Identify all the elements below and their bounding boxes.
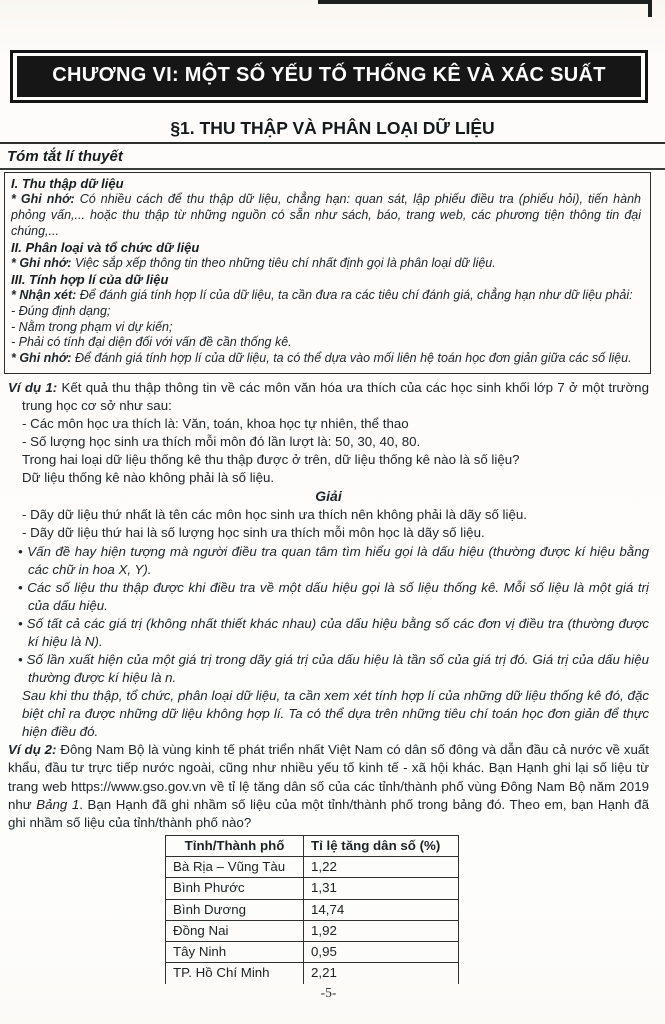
remark-bullet — [8, 651, 649, 687]
solution-item: - Dãy dữ liệu thứ hai là số lượng học sinh ưa thích mỗi môn học là dãy số liệu. — [22, 525, 485, 541]
section-title-rule — [0, 118, 665, 144]
remark-text: Các số liệu thu thập được khi điều tra về một dấu hiệu gọi là số liệu thống kê. Mỗi số liệu là một giá trị của dấu hiệu. — [27, 579, 649, 613]
note-text: Để đánh giá tính hợp lí của dữ liệu, ta cần đưa ra các tiêu chí đánh giá, chẳng hạn như dữ liệu phải: — [79, 288, 633, 303]
rate-cell: 0,95 — [304, 942, 459, 963]
theory-section-1-note — [11, 192, 641, 239]
example-1-intro-text: Kết quả thu thập thông tin về các môn văn hóa ưa thích của các học sinh khối lớp 7 ở một trường trung học cơ sở như sau: — [22, 379, 649, 413]
province-cell: TP. Hồ Chí Minh — [166, 963, 304, 984]
rate-cell: 14,74 — [304, 899, 459, 920]
closing-remark: Sau khi thu thập, tổ chức, phân loại dữ liệu, ta cần xem xét tính hợp lí của những dữ liệu thống kê đó, đặc biệt chỉ ra được những dữ liệu không hợp lí. Ta có thể dựa trên những tiêu chí toán học đơn giản để thực hiện điều đó. — [22, 688, 649, 740]
note-label: * Nhận xét: — [11, 288, 77, 303]
example-1-label: Ví dụ 1: — [8, 379, 58, 395]
example-2-text: Đông Nam Bộ là vùng kinh tế phát triển nhất Việt Nam có dân số đông và dẫn đầu cả nước về xuất khẩu, đầu tư trực tiếp nước ngoài, cũng như nhiều yếu tố kinh tế - xã hội khác. Bạn Hạnh ghi lại số liệu từ trang web https://www.gso.gov.vn về tỉ lệ tăng dân số của các tỉnh/thành phố vùng Đông Nam Bộ năm 2019 như — [8, 742, 649, 812]
table-header-row — [166, 835, 459, 856]
chapter-banner — [10, 50, 648, 103]
bullet-icon: • — [18, 652, 23, 667]
note-text: Có nhiều cách để thu thập dữ liệu, chẳng hạn: quan sát, lập phiếu điều tra (phiếu hỏi), tiến hành phỏng vấn,... hoặc thu thập từ những nguồn có sẵn như sách, báo, trang web, các phương tiện thông tin đại chúng,... — [11, 192, 641, 238]
example-1 — [8, 379, 649, 487]
scan-artifact-top-tick — [648, 0, 652, 17]
page-number: -5- — [320, 984, 337, 1000]
theory-section-2-note — [11, 256, 641, 272]
bullet-icon: • — [18, 615, 23, 631]
solution-block — [8, 506, 649, 542]
bullet-icon: • — [18, 579, 23, 595]
theory-box — [4, 172, 651, 374]
example-1-intro — [8, 379, 649, 415]
note-label: * Ghi nhớ: — [11, 256, 72, 270]
table-row — [166, 963, 459, 984]
theory-section-3-note — [11, 288, 641, 304]
page-body — [8, 379, 649, 1002]
example-1-item: - Các môn học ưa thích là: Văn, toán, khoa học tự nhiên, thể thao — [22, 416, 409, 432]
solution-item: - Dãy dữ liệu thứ nhất là tên các môn học sinh ưa thích nên không phải là dãy số liệu. — [22, 507, 527, 523]
table-row — [166, 899, 459, 920]
example-1-question: Trong hai loại dữ liệu thống kê thu thập được ở trên, dữ liệu thống kê nào là số liệu? — [22, 452, 520, 468]
note-label: * Ghi nhớ: — [11, 192, 75, 207]
note-text: Việc sắp xếp thông tin theo những tiêu chí nhất định gọi là phân loại dữ liệu. — [74, 256, 496, 270]
remark-bullet — [8, 543, 649, 579]
rate-cell: 2,21 — [304, 963, 459, 984]
chapter-title: CHƯƠNG VI: MỘT SỐ YẾU TỐ THỐNG KÊ VÀ XÁC SUẤT — [17, 56, 641, 97]
remark-bullet — [8, 579, 649, 615]
remark-bullet — [8, 615, 649, 651]
example-2-label: Ví dụ 2: — [8, 742, 57, 758]
remark-text: Số lần xuất hiện của một giá trị trong dãy giá trị của dấu hiệu là tần số của giá trị đó. Giá trị của dấu hiệu thường được kí hiệu là n. — [26, 652, 649, 686]
theory-section-3-note-2 — [11, 351, 641, 367]
example-1-question: Dữ liệu thống kê nào không phải là số liệu. — [22, 470, 275, 486]
population-growth-table — [165, 835, 459, 984]
section-title: §1. THU THẬP VÀ PHÂN LOẠI DỮ LIỆU — [170, 118, 495, 138]
theory-section-3-heading: III. Tính hợp lí của dữ liệu — [11, 271, 169, 287]
rate-cell: 1,92 — [304, 920, 459, 941]
province-cell: Bình Phước — [166, 878, 304, 899]
table-row — [166, 857, 459, 878]
example-1-item: - Số lượng học sinh ưa thích mỗi môn đó lần lượt là: 50, 30, 40, 80. — [22, 434, 421, 450]
province-cell: Tây Ninh — [166, 942, 304, 963]
theory-section-2-heading: II. Phân loại và tổ chức dữ liệu — [11, 239, 200, 255]
province-cell: Đồng Nai — [166, 920, 304, 941]
criteria-item: - Phải có tính đại diện đối với vấn đề cần thống kê. — [11, 335, 292, 350]
criteria-item: - Nằm trong phạm vi dự kiến; — [11, 319, 173, 334]
remark-text: Số tất cả các giá trị (không nhất thiết khác nhau) của dấu hiệu bằng số các đơn vị điều tra (thường được kí hiệu là N). — [26, 615, 649, 649]
bullet-icon: • — [18, 543, 23, 559]
table-row — [166, 920, 459, 941]
note-text: Để đánh giá tính hợp lí của dữ liệu, ta có thể dựa vào mối liên hệ toán học đơn giản giữa các số liệu. — [74, 351, 632, 366]
column-header-growth-rate: Tỉ lệ tăng dân số (%) — [304, 835, 459, 856]
remark-text: Vấn đề hay hiện tượng mà người điều tra quan tâm tìm hiểu gọi là dấu hiệu (thường được kí hiệu bằng các chữ in hoa X, Y). — [27, 543, 649, 577]
rate-cell: 1,22 — [304, 857, 459, 878]
solution-heading: Giải — [315, 488, 342, 505]
table-reference: Bảng 1 — [36, 796, 80, 812]
theory-section-1-heading: I. Thu thập dữ liệu — [11, 176, 124, 191]
scan-artifact-top-bar — [318, 0, 650, 4]
example-2-text: . Bạn Hạnh đã ghi nhầm số liệu của một tỉnh/thành phố trong bảng đó. Theo em, bạn Hạnh đã ghi nhầm số liệu của tỉnh/thành phố nào? — [8, 796, 649, 830]
column-header-province: Tỉnh/Thành phố — [166, 835, 304, 856]
table-row — [166, 878, 459, 899]
note-label: * Ghi nhớ: — [11, 351, 72, 366]
province-cell: Bình Dương — [166, 899, 304, 920]
rate-cell: 1,31 — [304, 878, 459, 899]
province-cell: Bà Rịa – Vũng Tàu — [166, 857, 304, 878]
criteria-item: - Đúng định dạng; — [11, 303, 111, 318]
example-2 — [8, 741, 649, 831]
summary-heading: Tóm tắt lí thuyết — [0, 144, 665, 170]
table-row — [166, 942, 459, 963]
